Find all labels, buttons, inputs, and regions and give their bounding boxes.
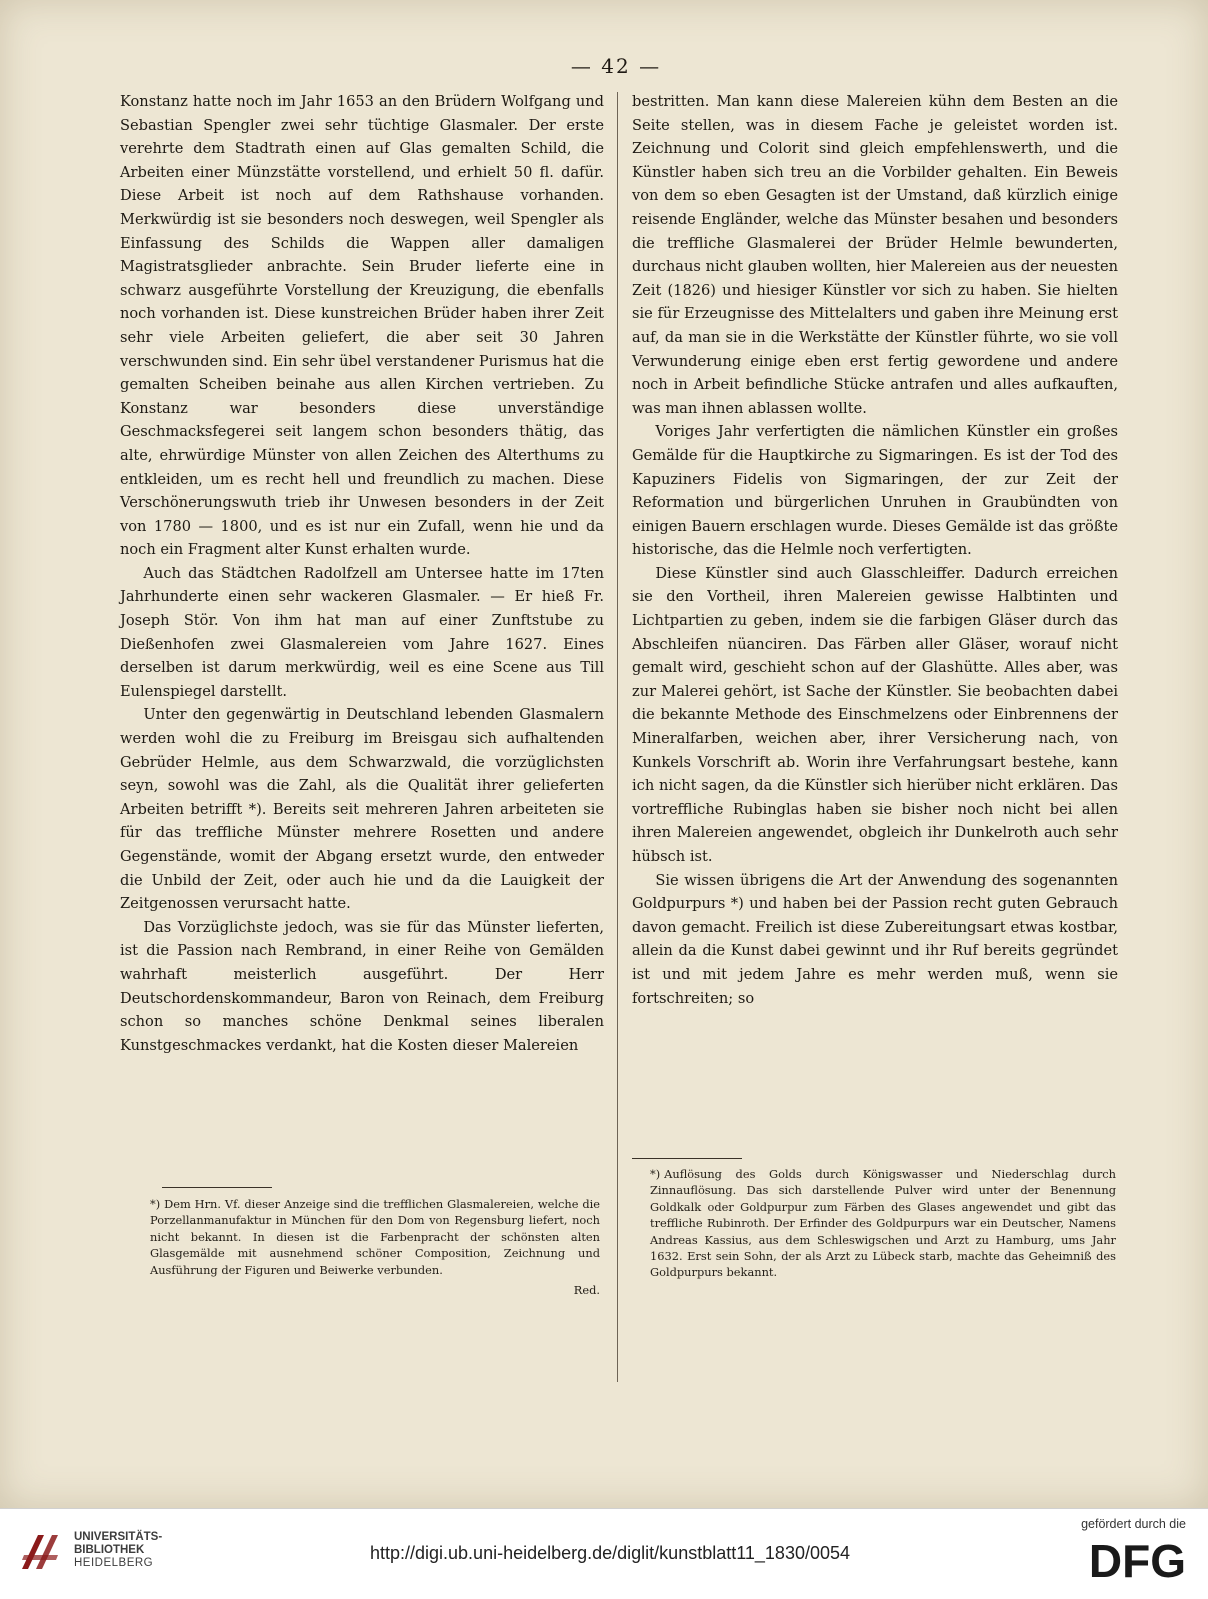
library-name [74, 1531, 162, 1570]
library-name-line-1: UNIVERSITÄTS- [74, 1531, 163, 1543]
funder-label: gefördert durch die [1081, 1517, 1186, 1531]
left-column [120, 90, 604, 1057]
left-paragraph: Konstanz hatte noch im Jahr 1653 an den Brüdern Wolfgang und Sebastian Spengler zwei sehr tüchtige Glasmaler. Der erste verehrte dem Stadtrath einen auf Glas gemalten Schild, die Arbeiten einer Münzstätte vorstellend, und erhielt 50 fl. dafür. Diese Arbeit ist noch auf dem Rathshause vorhanden. Merkwürdig ist sie besonders noch deswegen, weil Spengler als Einfassung des Schilds die Wappen aller damaligen Magistratsglieder anbrachte. Sein Bruder lieferte eine in schwarz ausgeführte Vorstellung der Kreuzigung, die ebenfalls noch vorhanden ist. Diese kunstreichen Brüder haben ihrer Zeit sehr viele Arbeiten geliefert, die aber seit 30 Jahren verschwunden sind. Ein sehr übel verstandener Purismus hat die gemalten Scheiben beinahe aus allen Kirchen vertrieben. Zu Konstanz war besonders diese unverständige Geschmacksfegerei seit langem schon besonders thätig, das alte, ehrwürdige Münster von allen Zeichen des Alterthums zu entkleiden, um es recht hell und freundlich zu machen. Diese Verschönerungswuth trieb ihr Unwesen besonders in der Zeit von 1780 — 1800, und es ist nur ein Zufall, wenn hie und da noch ein Fragment alter Kunst erhalten wurde. [120, 93, 604, 559]
footnote-rule-right [632, 1158, 742, 1159]
footnote-right [650, 1166, 1116, 1281]
footnote-signature: Red. [573, 1283, 600, 1298]
dfg-logo [1068, 1537, 1186, 1583]
left-paragraph: Auch das Städtchen Radolfzell am Untersee hatte im 17ten Jahrhunderte einen sehr wackeren Glasmaler. — Er hieß Fr. Joseph Stör. Von ihm hat man auf einer Zunftstube zu Dießenhofen zwei Glasmalereien vom Jahre 1627. Eines derselben ist darum merkwürdig, weil es eine Scene aus Till Eulenspiegel darstellt. [120, 564, 604, 700]
left-paragraph: Unter den gegenwärtig in Deutschland lebenden Glasmalern werden wohl die zu Freiburg im Breisgau sich aufhaltenden Gebrüder Helmle, aus dem Schwarzwald, die vorzüglichsten seyn, sowohl was die Zahl, als die Qualität ihrer gelieferten Arbeiten betrifft *). Bereits seit mehreren Jahren arbeiteten sie für das treffliche Münster mehrere Rosetten und andere Gegenstände, womit der Abgang ersetzt wurde, den entweder die Unbild der Zeit, oder auch hie und da die Lauigkeit der Zeitgenossen verursacht hatte. [120, 706, 604, 913]
library-name-line-3: HEIDELBERG [74, 1557, 154, 1569]
footnote-text: Dem Hrn. Vf. dieser Anzeige sind die trefflichen Glasmalereien, welche die Porzellanmanufaktur in München für den Dom von Regensburg liefert, noch nicht bekannt. In diesen ist die Farbenpracht der schönsten alten Glasgemälde mit ausnehmend schöner Composition, Zeichnung und Ausführung der Figuren und Beiwerke verbunden. [150, 1197, 600, 1277]
permalink-url[interactable]: http://digi.ub.uni-heidelberg.de/diglit/kunstblatt11_1830/0054 [369, 1543, 851, 1563]
footer-bar [0, 1508, 1208, 1599]
page-number: — 42 — [570, 54, 662, 78]
footnote-marker: *) [650, 1167, 661, 1181]
right-paragraph: Sie wissen übrigens die Art der Anwendung des sogenannten Goldpurpurs *) und haben bei der Passion recht guten Gebrauch davon gemacht. Freilich ist diese Zubereitungsart etwas kostbar, allein da die Kunst dabei gewinnt und ihr Ruf bereits gegründet ist und mit jedem Jahre es mehr werden muß, wenn sie fortschreiten; so [632, 871, 1118, 1007]
right-column [632, 90, 1118, 1010]
right-paragraph: Voriges Jahr verfertigten die nämlichen Künstler ein großes Gemälde für die Hauptkirche zu Sigmaringen. Es ist der Tod des Kapuziners Fidelis von Sigmaringen, der zur Zeit der Reformation und bürgerlichen Unruhen in Graubündten von einigen Bauern erschlagen wurde. Dieses Gemälde ist das größte historische, das die Helmle noch verfertigten. [632, 423, 1118, 559]
dfg-logo-text: DFG [1088, 1537, 1186, 1583]
library-seal-icon [18, 1529, 64, 1575]
column-divider [617, 92, 618, 1382]
left-paragraph: Das Vorzüglichste jedoch, was sie für das Münster lieferten, ist die Passion nach Rembrand, in einer Reihe von Gemälden wahrhaft meisterlich ausgeführt. Der Herr Deutschordenskommandeur, Baron von Reinach, dem Freiburg schon so manches schöne Denkmal seines liberalen Kunstgeschmackes verdankt, hat die Kosten dieser Malereien [120, 918, 604, 1054]
footnote-text: Auflösung des Golds durch Königswasser und Niederschlag durch Zinnauflösung. Das sich darstellende Pulver wird unter der Benennung Goldkalk oder Goldpurpur zum Färben des Glases angewendet und gibt das treffliche Rubinroth. Der Erfinder des Goldpurpurs war ein Deutscher, Namens Andreas Kassius, aus dem Schleswigschen und Arzt zu Hamburg, ums Jahr 1632. Erst sein Sohn, der als Arzt zu Lübeck starb, machte das Geheimniß des Goldpurpurs bekannt. [650, 1167, 1116, 1280]
right-paragraph: Diese Künstler sind auch Glasschleiffer. Dadurch erreichen sie den Vortheil, ihren Malereien gewisse Halbtinten und Lichtpartien zu geben, indem sie die farbigen Gläser durch das Abschleifen nüanciren. Das Färben aller Gläser, worauf nicht gemalt wird, geschieht schon auf der Glashütte. Alles aber, was zur Malerei gehört, ist Sache der Künstler. Sie beobachten dabei die bekannte Methode des Einschmelzens oder Einbrennens der Mineralfarben, weichen aber, ihrer Versicherung nach, von Kunkels Vorschrift ab. Worin ihre Verfahrungsart bestehe, kann ich nicht sagen, da die Künstler sich hierüber nicht erklären. Das vortreffliche Rubinglas haben sie bisher noch nicht bei allen ihren Malereien angewendet, obgleich ihr Dunkelroth auch sehr hübsch ist. [632, 564, 1118, 865]
library-logo[interactable] [18, 1525, 218, 1585]
funder-block[interactable] [1036, 1517, 1186, 1587]
library-name-line-2: BIBLIOTHEK [74, 1544, 145, 1556]
footnote-marker: *) [150, 1197, 161, 1211]
footnote-rule-left [162, 1187, 272, 1188]
right-paragraph: bestritten. Man kann diese Malereien kühn dem Besten an die Seite stellen, was in diesem Fache je geleistet worden ist. Zeichnung und Colorit sind gleich empfehlenswerth, und die Künstler haben sich treu an die Vorbilder gehalten. Ein Beweis von dem so eben Gesagten ist der Umstand, daß kürzlich einige reisende Engländer, welche das Münster besahen und besonders die treffliche Glasmalerei der Brüder Helmle bewunderten, durchaus nicht glauben wollten, hier Malereien aus der neuesten Zeit (1826) und hiesiger Künstler vor sich zu haben. Sie hielten sie für Erzeugnisse des Mittelalters und gaben ihre Meinung erst auf, da man sie in die Werkstätte der Künstler führte, wo sie voll Verwunderung einige eben erst fertig gewordene und andere noch in Arbeit befindliche Stücke antrafen und alles aufkauften, was man ihnen ablassen wollte. [632, 93, 1118, 417]
footnote-left [150, 1196, 600, 1298]
